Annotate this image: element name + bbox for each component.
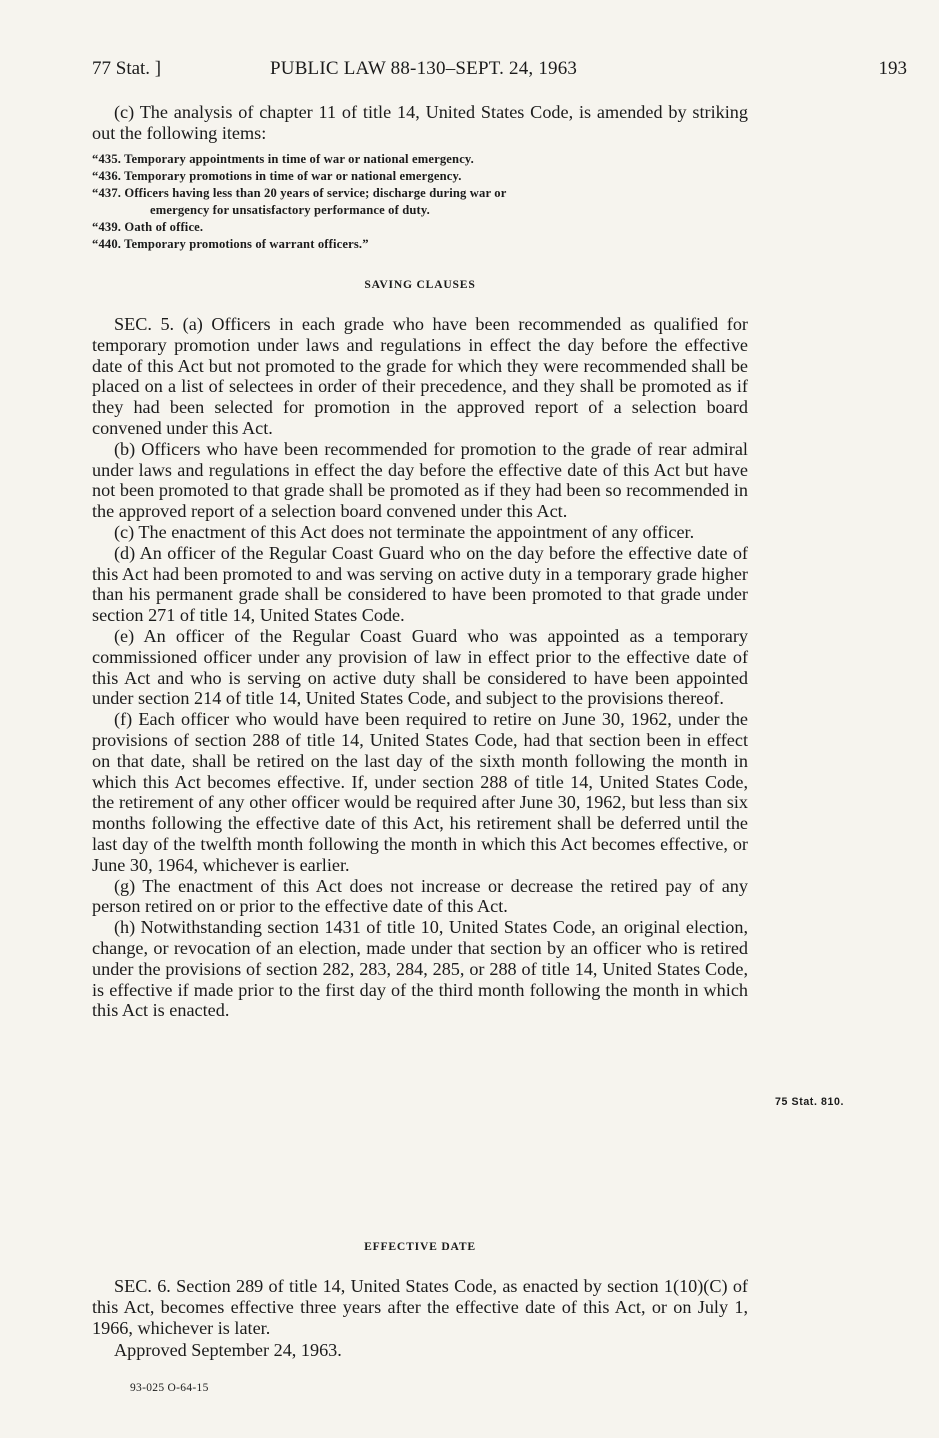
section-6 bbox=[92, 1276, 748, 1338]
section-5 bbox=[92, 314, 748, 1021]
page-header bbox=[92, 58, 907, 84]
section-5-c: (c) The enactment of this Act does not terminate the appointment of any officer. bbox=[114, 521, 695, 542]
section-5-g: (g) The enactment of this Act does not increase or decrease the retired pay of any person retired on or prior to the effective date of this Act. bbox=[92, 875, 748, 917]
list-item-continuation: emergency for unsatisfactory performance of duty. bbox=[150, 203, 430, 217]
list-item: “437. Officers having less than 20 years of service; discharge during war or bbox=[92, 186, 507, 200]
list-item: “440. Temporary promotions of warrant officers.” bbox=[92, 237, 369, 251]
margin-citation: 75 Stat. 810. bbox=[775, 1096, 845, 1108]
effective-date-heading: EFFECTIVE DATE bbox=[364, 1240, 476, 1253]
list-item: “439. Oath of office. bbox=[92, 220, 204, 234]
page-number: 193 bbox=[878, 58, 907, 79]
print-code: 93-025 O-64-15 bbox=[130, 1382, 209, 1394]
section-5-b: (b) Officers who have been recommended for promotion to the grade of rear admiral under laws and regulations in effect the day before the effective date of this Act but have not been promoted to that grade shall be promoted as if they had been so recommended in the approved report of a selection board convened under this Act. bbox=[92, 438, 748, 522]
struck-items-list bbox=[92, 151, 748, 253]
section-5-a: SEC. 5. (a) Officers in each grade who have been recommended as qualified for temporary promotion under laws and regulations in effect the day before the effective date of this Act but not promoted to the grade for which they were recommended shall be placed on a list of selectees in order of their precedence, and they shall be promoted as if they had been selected for promotion in the approved report of a selection board convened under this Act. bbox=[92, 314, 748, 438]
section-5-e: (e) An officer of the Regular Coast Guard who was appointed as a temporary commissioned officer under any provision of law in effect prior to the effective date of this Act and who is serving on active duty shall be considered to have been appointed under section 214 of title 14, United States Code, and subject to the provisions thereof. bbox=[92, 625, 748, 709]
list-item: “435. Temporary appointments in time of war or national emergency. bbox=[92, 152, 474, 166]
section-5-f: (f) Each officer who would have been required to retire on June 30, 1962, under the provisions of section 288 of title 14, United States Code, had that section been in effect on that date, shall be retired on the last day of the sixth month following the month in which this Act becomes effective. If, under section 288 of title 14, United States Code, the retirement of any other officer would be required after June 30, 1962, but less than six months following the effective date of this Act, his retirement shall be deferred until the last day of the twelfth month following the month in which this Act becomes effective, or June 30, 1964, whichever is earlier. bbox=[92, 709, 748, 875]
law-title: PUBLIC LAW 88-130–SEPT. 24, 1963 bbox=[270, 58, 578, 79]
section-6-text: SEC. 6. Section 289 of title 14, United States Code, as enacted by section 1(10)(C) of this Act, becomes effective three years after the effective date of this Act, or on July 1, 1966, whichever is later. bbox=[92, 1276, 748, 1338]
intro-paragraph: (c) The analysis of chapter 11 of title 14, United States Code, is amended by striking out the following items: bbox=[92, 102, 748, 143]
list-item: “436. Temporary promotions in time of war or national emergency. bbox=[92, 169, 462, 183]
section-5-d: (d) An officer of the Regular Coast Guard who on the day before the effective date of this Act had been promoted to and was serving on active duty in a temporary grade higher than his permanent grade shall be considered to have been promoted to that grade under section 271 of title 14, United States Code. bbox=[92, 542, 748, 626]
section-5-h: (h) Notwithstanding section 1431 of title 10, United States Code, an original election, change, or revocation of an election, made under that section by an officer who is retired under the provisions of section 282, 283, 284, 285, or 288 of title 14, United States Code, is effective if made prior to the first day of the third month following the month in which this Act is enacted. bbox=[92, 917, 748, 1021]
volume-reference: 77 Stat. ] bbox=[92, 58, 162, 79]
saving-clauses-heading: SAVING CLAUSES bbox=[364, 278, 476, 291]
intro-block bbox=[92, 102, 748, 144]
approval-date: Approved September 24, 1963. bbox=[114, 1340, 342, 1360]
